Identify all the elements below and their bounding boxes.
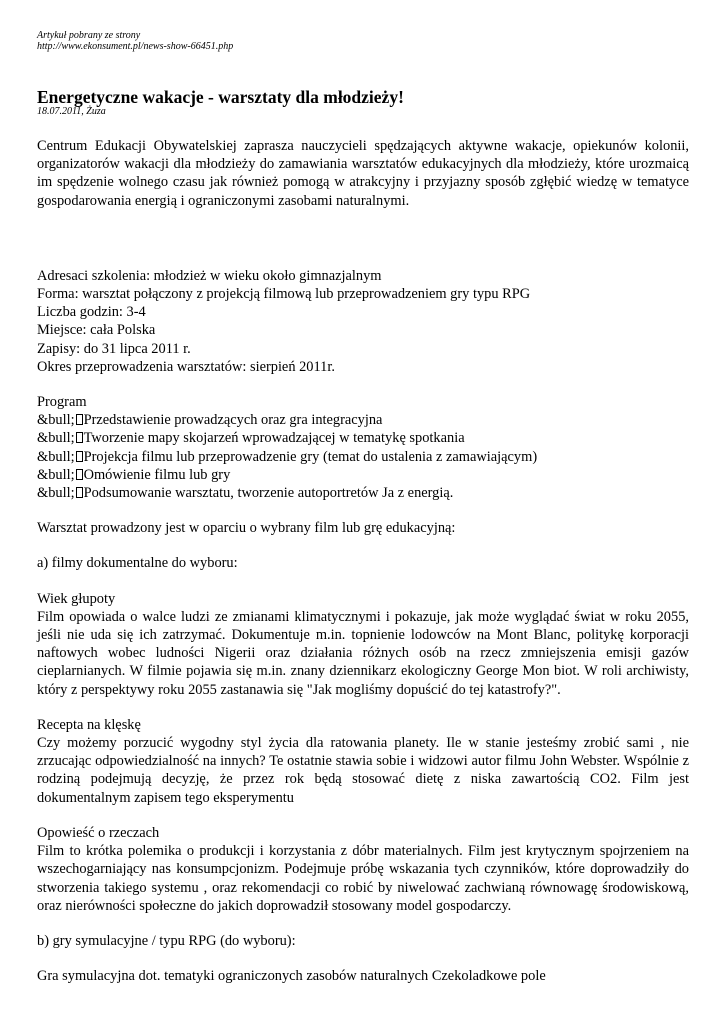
program-item (37, 448, 689, 466)
film-title: Wiek głupoty (37, 590, 116, 607)
film-description: Czy możemy porzucić wygodny styl życia dla ratowania planety. Ile w stanie jesteśmy zrobić sami , nie zrzucając odpowiedzialność na innych? Te ostatnie stawia sobie i widzowi autor filmu John Webster. Wspólnie z rodziną podejmują decyzję, że przez rok będą stosować dietę z niska zawartością CO2. Film jest dokumentalnym zapisem tego eksperymentu (37, 735, 689, 806)
games-heading: b) gry symulacyjne / typu RPG (do wyboru): (37, 932, 296, 949)
films-heading: a) filmy dokumentalne do wyboru: (37, 555, 238, 572)
workshop-basis: Warsztat prowadzony jest w oparciu o wybrany film lub grę edukacyjną: (37, 520, 456, 537)
document-page (37, 30, 689, 985)
program-section (37, 393, 689, 502)
bullet-entity-text: &bull; (37, 485, 75, 502)
missing-glyph-box-icon (76, 432, 83, 443)
missing-glyph-box-icon (76, 487, 83, 498)
missing-glyph-box-icon (76, 451, 83, 462)
detail-hours: Liczba godzin: 3-4 (37, 304, 146, 321)
film-section (37, 824, 689, 915)
source-url: http://www.ekonsument.pl/news-show-66451.php (37, 41, 234, 52)
program-item-text: Omówienie filmu lub gry (83, 466, 231, 483)
film-section (37, 590, 689, 699)
detail-period: Okres przeprowadzenia warsztatów: sierpień 2011r. (37, 358, 335, 375)
detail-signup: Zapisy: do 31 lipca 2011 r. (37, 340, 191, 357)
missing-glyph-box-icon (76, 469, 83, 480)
program-item-text: Podsumowanie warsztatu, tworzenie autoportretów Ja z energią. (83, 485, 454, 502)
program-item (37, 429, 689, 447)
article-intro: Centrum Edukacji Obywatelskiej zaprasza nauczycieli spędzających aktywne wakacje, opiekunów kolonii, organizatorów wakacji dla młodzieży do zamawiania warsztatów edukacyjnych dla młodzieży, które urozmaicą im spędzenie wolnego czasu jak również pomogą w atrakcyjny i przyjazny sposób zgłębić wiedzę w tematyce gospodarowania energią i ograniczonymi zasobami naturalnymi. (37, 138, 689, 209)
detail-audience: Adresaci szkolenia: młodzież w wieku około gimnazjalnym (37, 267, 382, 284)
missing-glyph-box-icon (76, 414, 83, 425)
program-item-text: Przedstawienie prowadzących oraz gra integracyjna (83, 412, 383, 429)
bullet-entity-text: &bull; (37, 448, 75, 465)
detail-place: Miejsce: cała Polska (37, 322, 156, 339)
source-info (37, 30, 689, 52)
film-description: Film opowiada o walce ludzi ze zmianami klimatycznymi i pokazuje, jak może wyglądać świat w roku 2055, jeśli nie uda się ich zatrzymać. Dokumentuje m.in. topnienie lodowców na Mont Blanc, politykę korporacji naftowych wobec ludności Nigerii oraz działania różnych osób na rzecz zmniejszenia emisji gazów cieplarnianych. W filmie pojawia się m.in. znany dziennikarz ekologiczny George Mon biot. W roli archiwisty, który z perspektywy roku 2055 zastanawia się "Jak mogliśmy dopuścić do tej katastrofy?". (37, 608, 689, 698)
article-title: Energetyczne wakacje - warsztaty dla młodzieży! (37, 87, 404, 107)
film-description: Film to krótka polemika o produkcji i korzystania z dóbr materialnych. Film jest krytycznym spojrzeniem na wszechogarniający nas konsumpcjonizm. Podejmuje próbę wskazania tych czynników, które doprowadziły do stworzenia takiego systemu , oraz rekomendacji co robić by niwelować zachwianą równowagę środowiskową, oraz nierówności społeczne do jakich doprowadził stosowany model gospodarczy. (37, 843, 689, 914)
program-heading: Program (37, 394, 87, 411)
film-section (37, 716, 689, 807)
film-title: Recepta na klęskę (37, 716, 141, 733)
detail-form: Forma: warsztat połączony z projekcją filmową lub przeprowadzeniem gry typu RPG (37, 286, 531, 303)
film-title: Opowieść o rzeczach (37, 824, 160, 841)
program-item (37, 484, 689, 502)
bullet-entity-text: &bull; (37, 430, 75, 447)
program-item-text: Tworzenie mapy skojarzeń wprowadzającej w tematykę spotkania (83, 430, 465, 447)
article-date-author: 18.07.2011, Żuza (37, 106, 106, 117)
training-details (37, 267, 689, 376)
program-item (37, 411, 689, 429)
program-item-text: Projekcja filmu lub przeprowadzenie gry (temat do ustalenia z zamawiającym) (83, 448, 538, 465)
bullet-entity-text: &bull; (37, 466, 75, 483)
games-text: Gra symulacyjna dot. tematyki ograniczonych zasobów naturalnych Czekoladkowe pole (37, 968, 546, 985)
program-item (37, 466, 689, 484)
bullet-entity-text: &bull; (37, 412, 75, 429)
source-label: Artykuł pobrany ze strony (37, 30, 141, 41)
